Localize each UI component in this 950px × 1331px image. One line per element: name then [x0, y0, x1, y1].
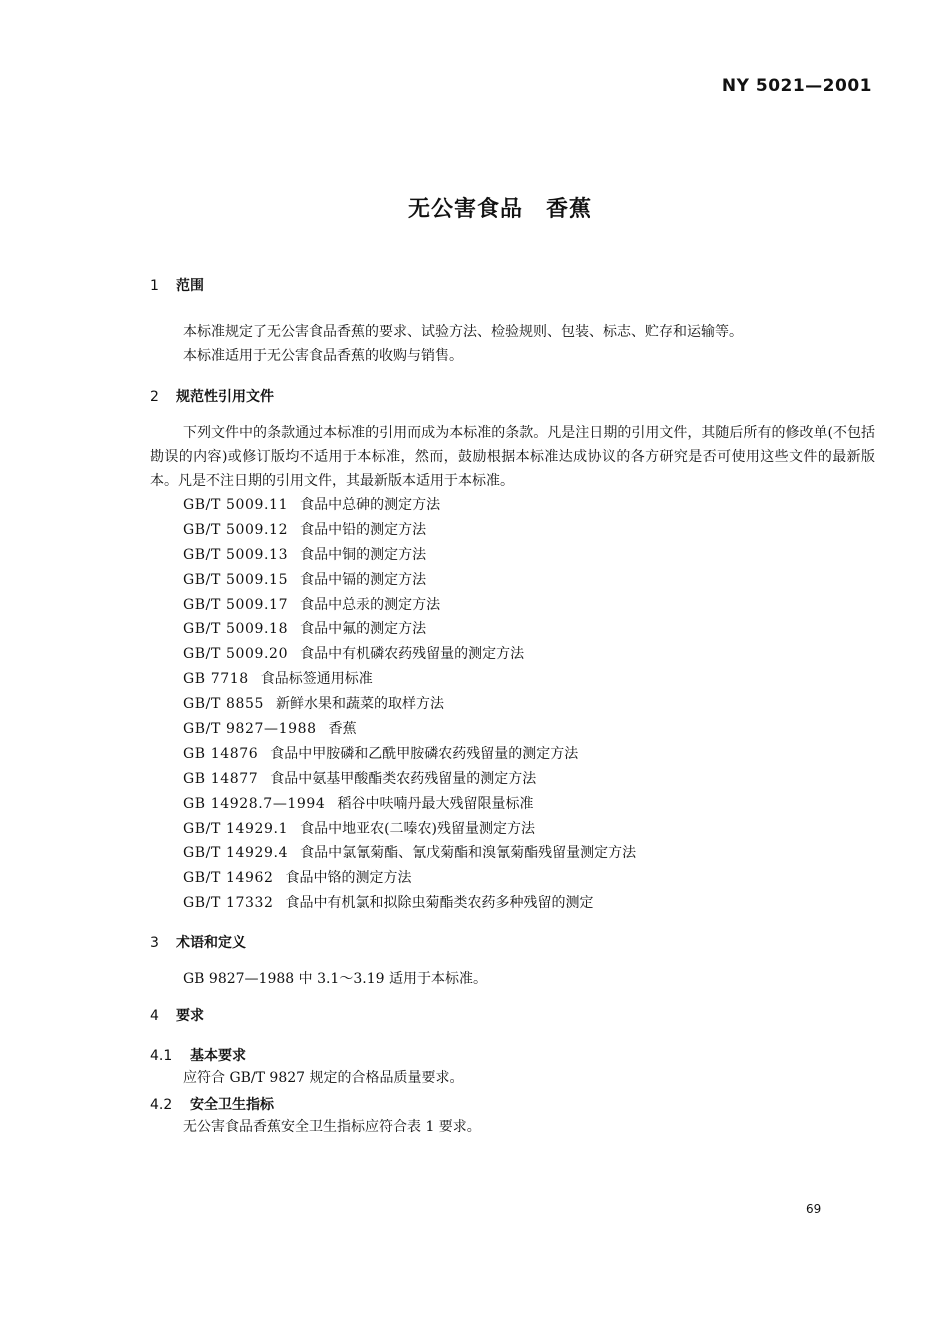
reference-code: GB/T 5009.15 [183, 571, 289, 588]
reference-title: 香蕉 [328, 721, 357, 738]
section-4-heading [150, 1005, 204, 1025]
reference-code: GB/T 5009.20 [183, 646, 289, 663]
reference-title: 食品中氯氰菊酯、氰戊菊酯和溴氰菊酯残留量测定方法 [300, 845, 637, 862]
scope-paragraph-1: 本标准规定了无公害食品香蕉的要求、试验方法、检验规则、包装、标志、贮存和运输等。 [183, 324, 743, 340]
reference-code: GB/T 8855 [183, 696, 265, 713]
reference-item [183, 767, 636, 792]
reference-title: 食品中有机磷农药残留量的测定方法 [300, 646, 525, 663]
reference-code: GB/T 5009.18 [183, 621, 289, 638]
reference-code: GB/T 17332 [183, 895, 274, 912]
section-4-2-heading [150, 1094, 274, 1114]
reference-code: GB 14928.7—1994 [183, 795, 326, 812]
reference-title: 食品中氟的测定方法 [300, 621, 427, 638]
document-title: 无公害食品 香蕉 [407, 197, 592, 222]
reference-item [183, 543, 636, 568]
section-1-heading [150, 275, 204, 295]
reference-item [183, 841, 636, 866]
reference-title: 食品中地亚农(二嗪农)残留量测定方法 [300, 820, 536, 837]
section-2-heading [150, 386, 274, 406]
reference-item [183, 891, 636, 916]
reference-item [183, 742, 636, 767]
section-number: 4.2 [150, 1097, 173, 1113]
reference-title: 食品中铬的测定方法 [285, 870, 412, 887]
reference-code: GB/T 5009.17 [183, 596, 289, 613]
reference-title: 食品中甲胺磷和乙酰甲胺磷农药残留量的测定方法 [270, 745, 579, 762]
reference-title: 食品中总汞的测定方法 [300, 596, 441, 613]
reference-title: 食品中氨基甲酸酯类农药残留量的测定方法 [270, 770, 537, 787]
section-4-1-heading [150, 1045, 246, 1065]
reference-list [183, 493, 636, 916]
reference-code: GB/T 5009.13 [183, 546, 289, 563]
reference-code: GB/T 9827—1988 [183, 721, 317, 738]
reference-item [183, 593, 636, 618]
reference-item [183, 866, 636, 891]
reference-item [183, 792, 636, 817]
reference-title: 新鲜水果和蔬菜的取样方法 [276, 696, 445, 713]
reference-code: GB 7718 [183, 671, 249, 688]
reference-item [183, 518, 636, 543]
reference-title: 食品标签通用标准 [260, 671, 373, 688]
reference-item [183, 568, 636, 593]
reference-item [183, 717, 636, 742]
reference-title: 食品中总砷的测定方法 [300, 497, 441, 513]
section-number: 2 [150, 389, 159, 405]
reference-item [183, 667, 636, 692]
terms-paragraph: GB 9827—1988 中 3.1～3.19 适用于本标准。 [183, 971, 487, 987]
section-number: 4.1 [150, 1048, 173, 1064]
reference-title: 食品中铅的测定方法 [300, 521, 427, 538]
standard-number: NY 5021—2001 [721, 76, 872, 96]
reference-code: GB 14876 [183, 745, 259, 762]
safety-indicators-paragraph: 无公害食品香蕉安全卫生指标应符合表 1 要求。 [183, 1119, 481, 1135]
reference-code: GB/T 5009.11 [183, 497, 289, 513]
section-3-heading [150, 932, 246, 952]
reference-item [183, 617, 636, 642]
section-title: 规范性引用文件 [176, 389, 274, 405]
normative-refs-intro: 下列文件中的条款通过本标准的引用而成为本标准的条款。凡是注日期的引用文件，其随后所有的修改单(不包括勘误的内容)或修订版均不适用于本标准，然而，鼓励根据本标准达成协议的各方研究是否可使用这些文件的最新版本。凡是不注日期的引用文件，其最新版本适用于本标准。 [150, 425, 875, 489]
section-title: 术语和定义 [176, 935, 246, 951]
reference-item [183, 642, 636, 667]
section-number: 1 [150, 278, 159, 294]
reference-code: GB 14877 [183, 770, 259, 787]
reference-code: GB/T 5009.12 [183, 521, 289, 538]
reference-title: 食品中铜的测定方法 [300, 546, 427, 563]
reference-title: 食品中有机氯和拟除虫菊酯类农药多种残留的测定 [285, 895, 594, 912]
reference-item [183, 493, 636, 518]
section-title: 要求 [176, 1008, 204, 1024]
reference-code: GB/T 14962 [183, 870, 274, 887]
section-number: 4 [150, 1008, 159, 1024]
reference-title: 食品中镉的测定方法 [300, 571, 427, 588]
section-title: 范围 [176, 278, 204, 294]
reference-item [183, 817, 636, 842]
scope-paragraph-2: 本标准适用于无公害食品香蕉的收购与销售。 [183, 348, 463, 364]
reference-title: 稻谷中呋喃丹最大残留限量标准 [337, 795, 534, 812]
reference-code: GB/T 14929.1 [183, 820, 289, 837]
section-number: 3 [150, 935, 159, 951]
reference-item [183, 692, 636, 717]
basic-requirements-paragraph: 应符合 GB/T 9827 规定的合格品质量要求。 [183, 1070, 464, 1086]
reference-code: GB/T 14929.4 [183, 845, 289, 862]
section-title: 安全卫生指标 [190, 1097, 274, 1113]
section-title: 基本要求 [190, 1048, 246, 1064]
page-number: 69 [806, 1202, 822, 1216]
